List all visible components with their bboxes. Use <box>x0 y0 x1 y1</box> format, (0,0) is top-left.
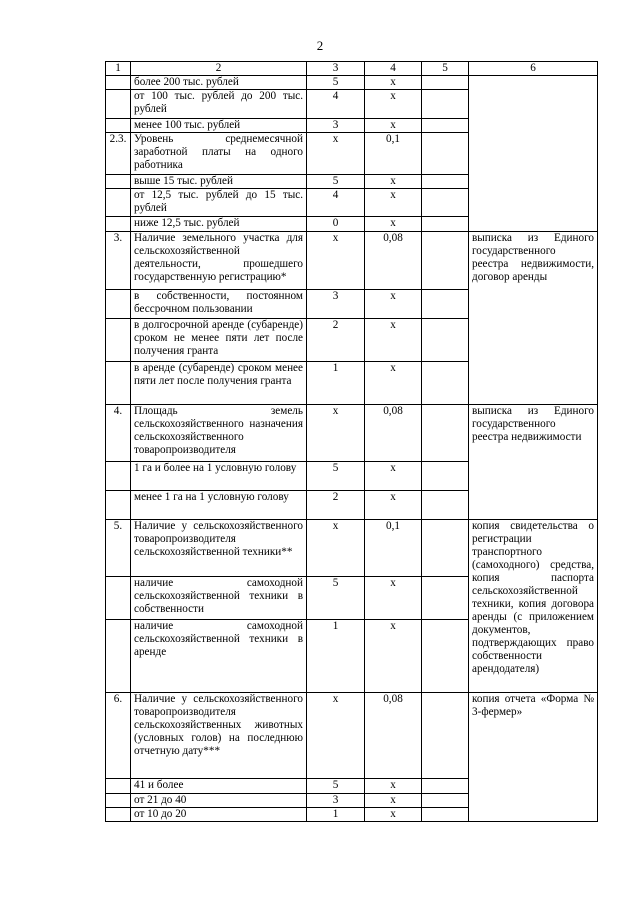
table-row <box>106 405 598 462</box>
value-cell <box>422 693 469 779</box>
score-cell: 1 <box>307 808 365 822</box>
value-cell <box>422 290 469 319</box>
weight-cell: 0,08 <box>365 232 422 290</box>
weight-cell: 0,08 <box>365 693 422 779</box>
row-number <box>106 90 131 119</box>
row-number <box>106 76 131 90</box>
criterion-text: ниже 12,5 тыс. рублей <box>131 217 307 232</box>
row-number: 3. <box>106 232 131 290</box>
score-cell: 3 <box>307 119 365 133</box>
value-cell <box>422 491 469 520</box>
score-cell: х <box>307 405 365 462</box>
weight-cell: х <box>365 119 422 133</box>
row-number <box>106 794 131 808</box>
criterion-text: менее 1 га на 1 условную голову <box>131 491 307 520</box>
table-row <box>106 232 598 290</box>
value-cell <box>422 133 469 175</box>
value-cell <box>422 779 469 794</box>
score-cell: 5 <box>307 779 365 794</box>
header-cell: 3 <box>307 62 365 76</box>
weight-cell: 0,1 <box>365 520 422 577</box>
row-number <box>106 577 131 620</box>
value-cell <box>422 520 469 577</box>
header-cell: 4 <box>365 62 422 76</box>
row-number <box>106 189 131 217</box>
row-number <box>106 620 131 693</box>
value-cell <box>422 319 469 362</box>
header-cell: 6 <box>469 62 598 76</box>
weight-cell: х <box>365 90 422 119</box>
score-cell: 0 <box>307 217 365 232</box>
criteria-table <box>105 61 598 822</box>
weight-cell: х <box>365 794 422 808</box>
score-cell: 3 <box>307 794 365 808</box>
row-number: 6. <box>106 693 131 779</box>
weight-cell: х <box>365 76 422 90</box>
score-cell: х <box>307 693 365 779</box>
weight-cell: х <box>365 577 422 620</box>
criterion-text: Площадь земель сельскохозяйственного назначения сельскохозяйственного товаропроизводителя <box>131 405 307 462</box>
score-cell: 2 <box>307 319 365 362</box>
value-cell <box>422 577 469 620</box>
row-number <box>106 319 131 362</box>
score-cell: 3 <box>307 290 365 319</box>
table-row <box>106 520 598 577</box>
score-cell: 2 <box>307 491 365 520</box>
row-number <box>106 362 131 405</box>
weight-cell: х <box>365 290 422 319</box>
value-cell <box>422 232 469 290</box>
criterion-text: Наличие земельного участка для сельскохозяйственной деятельности, прошедшего государственную регистрацию* <box>131 232 307 290</box>
score-cell: х <box>307 520 365 577</box>
score-cell: х <box>307 232 365 290</box>
score-cell: 5 <box>307 175 365 189</box>
criterion-text: в аренде (субаренде) сроком менее пяти лет после получения гранта <box>131 362 307 405</box>
criterion-text: от 21 до 40 <box>131 794 307 808</box>
document-cell: копия отчета «Форма № 3-фермер» <box>469 693 598 822</box>
criterion-text: от 12,5 тыс. рублей до 15 тыс. рублей <box>131 189 307 217</box>
criterion-text: наличие самоходной сельскохозяйственной техники в аренде <box>131 620 307 693</box>
value-cell <box>422 175 469 189</box>
document-cell: копия свидетельства о регистрации транспортного (самоходного) средства, копия паспорта сельскохозяйственной техники, копия договора аренды (с приложением документов, подтверждающих право собственности арендодателя) <box>469 520 598 693</box>
value-cell <box>422 362 469 405</box>
row-number: 5. <box>106 520 131 577</box>
value-cell <box>422 808 469 822</box>
row-number <box>106 290 131 319</box>
value-cell <box>422 119 469 133</box>
criterion-text: 1 га и более на 1 условную голову <box>131 462 307 491</box>
row-number <box>106 808 131 822</box>
row-number <box>106 491 131 520</box>
criterion-text: более 200 тыс. рублей <box>131 76 307 90</box>
weight-cell: х <box>365 175 422 189</box>
criterion-text: Наличие у сельскохозяйственного товаропроизводителя сельскохозяйственной техники** <box>131 520 307 577</box>
value-cell <box>422 76 469 90</box>
value-cell <box>422 405 469 462</box>
table-row <box>106 693 598 779</box>
page-number: 2 <box>316 38 324 53</box>
weight-cell: х <box>365 491 422 520</box>
score-cell: 1 <box>307 620 365 693</box>
document-cell: выписка из Единого государственного реестра недвижимости, договор аренды <box>469 232 598 405</box>
row-number <box>106 462 131 491</box>
row-number <box>106 217 131 232</box>
weight-cell: х <box>365 189 422 217</box>
criterion-text: Наличие у сельскохозяйственного товаропроизводителя сельскохозяйственных животных (условных голов) на последнюю отчетную дату*** <box>131 693 307 779</box>
weight-cell: 0,1 <box>365 133 422 175</box>
value-cell <box>422 462 469 491</box>
score-cell: 1 <box>307 362 365 405</box>
score-cell: 4 <box>307 189 365 217</box>
weight-cell: х <box>365 319 422 362</box>
criterion-text: от 10 до 20 <box>131 808 307 822</box>
header-cell: 2 <box>131 62 307 76</box>
document-cell <box>469 76 598 232</box>
criterion-text: наличие самоходной сельскохозяйственной техники в собственности <box>131 577 307 620</box>
value-cell <box>422 217 469 232</box>
criterion-text: от 100 тыс. рублей до 200 тыс. рублей <box>131 90 307 119</box>
document-cell: выписка из Единого государственного реестра недвижимости <box>469 405 598 520</box>
score-cell: х <box>307 133 365 175</box>
row-number: 2.3. <box>106 133 131 175</box>
score-cell: 5 <box>307 462 365 491</box>
weight-cell: х <box>365 808 422 822</box>
value-cell <box>422 794 469 808</box>
weight-cell: 0,08 <box>365 405 422 462</box>
row-number <box>106 175 131 189</box>
value-cell <box>422 620 469 693</box>
row-number <box>106 119 131 133</box>
weight-cell: х <box>365 362 422 405</box>
weight-cell: х <box>365 217 422 232</box>
table-header-row <box>106 62 598 76</box>
header-cell: 1 <box>106 62 131 76</box>
score-cell: 5 <box>307 76 365 90</box>
weight-cell: х <box>365 779 422 794</box>
criterion-text: в собственности, постоянном бессрочном пользовании <box>131 290 307 319</box>
row-number <box>106 779 131 794</box>
table-row <box>106 76 598 90</box>
criterion-text: в долгосрочной аренде (субаренде) сроком не менее пяти лет после получения гранта <box>131 319 307 362</box>
criterion-text: выше 15 тыс. рублей <box>131 175 307 189</box>
criterion-text: менее 100 тыс. рублей <box>131 119 307 133</box>
criterion-text: Уровень среднемесячной заработной платы на одного работника <box>131 133 307 175</box>
value-cell <box>422 189 469 217</box>
criterion-text: 41 и более <box>131 779 307 794</box>
score-cell: 4 <box>307 90 365 119</box>
weight-cell: х <box>365 620 422 693</box>
row-number: 4. <box>106 405 131 462</box>
weight-cell: х <box>365 462 422 491</box>
value-cell <box>422 90 469 119</box>
header-cell: 5 <box>422 62 469 76</box>
score-cell: 5 <box>307 577 365 620</box>
